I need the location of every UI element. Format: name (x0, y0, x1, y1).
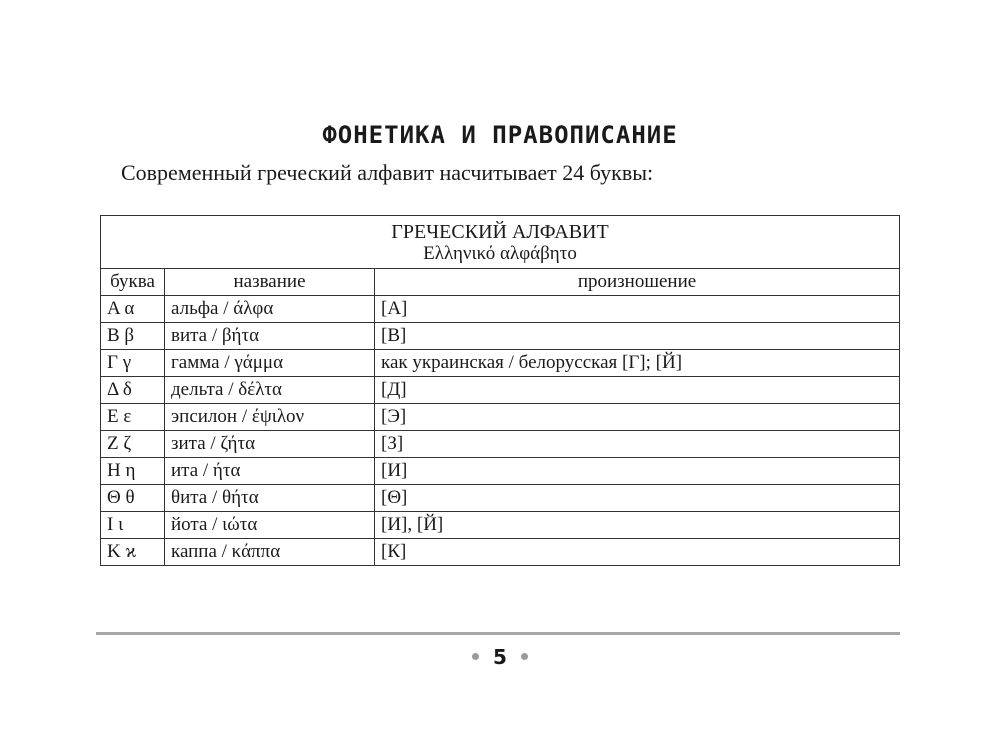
letter-cell: Β β (101, 323, 165, 350)
header-name: название (165, 269, 375, 296)
intro-text: Современный греческий алфавит насчитывает 24 буквы: (121, 160, 654, 185)
table-header-row (101, 269, 900, 296)
table-row (101, 512, 900, 539)
name-cell: дельта / δέλτα (165, 377, 375, 404)
table-title: ГРЕЧЕСКИЙ АЛФАВИТ (391, 221, 609, 243)
table-row (101, 377, 900, 404)
table-row (101, 323, 900, 350)
name-cell: альфа / άλφα (165, 296, 375, 323)
name-cell: вита / βήτα (165, 323, 375, 350)
letter-cell: Γ γ (101, 350, 165, 377)
section-title: ФОНЕТИКА И ПРАВОПИСАНИЕ (322, 121, 678, 149)
table-subtitle: Ελληνικό αλφάβητο (423, 243, 577, 264)
name-cell: йота / ιώτα (165, 512, 375, 539)
letter-cell: Ε ε (101, 404, 165, 431)
pronunciation-cell: [И], [Й] (375, 512, 900, 539)
pronunciation-cell: [Д] (375, 377, 900, 404)
bullet-dot-icon (472, 653, 479, 660)
letter-cell: Ι ι (101, 512, 165, 539)
letter-cell: Ζ ζ (101, 431, 165, 458)
pronunciation-cell: [К] (375, 539, 900, 566)
page-footer (0, 645, 1000, 669)
header-pronunciation: произношение (375, 269, 900, 296)
letter-cell: Η η (101, 458, 165, 485)
table-row (101, 539, 900, 566)
table-row (101, 404, 900, 431)
letter-cell: Θ θ (101, 485, 165, 512)
table-row (101, 296, 900, 323)
bullet-dot-icon (521, 653, 528, 660)
table-row (101, 485, 900, 512)
footer-divider (96, 632, 900, 635)
table-row (101, 431, 900, 458)
name-cell: ита / ήτα (165, 458, 375, 485)
pronunciation-cell: [В] (375, 323, 900, 350)
name-cell: каппа / κάππα (165, 539, 375, 566)
name-cell: θита / θήτα (165, 485, 375, 512)
table-title-row (101, 216, 900, 269)
name-cell: эпсилон / έψιλον (165, 404, 375, 431)
letter-cell: Δ δ (101, 377, 165, 404)
pronunciation-cell: [И] (375, 458, 900, 485)
table-row (101, 350, 900, 377)
pronunciation-cell: [Э] (375, 404, 900, 431)
greek-alphabet-table (100, 215, 900, 566)
name-cell: гамма / γάμμα (165, 350, 375, 377)
pronunciation-cell: [З] (375, 431, 900, 458)
table-row (101, 458, 900, 485)
letter-cell: Α α (101, 296, 165, 323)
table-title-cell (101, 216, 900, 269)
letter-cell: Κ ϰ (101, 539, 165, 566)
name-cell: зита / ζήτα (165, 431, 375, 458)
header-letter: буква (101, 269, 165, 296)
pronunciation-cell: как украинская / белорусская [Г]; [Й] (375, 350, 900, 377)
pronunciation-cell: [А] (375, 296, 900, 323)
pronunciation-cell: [Θ] (375, 485, 900, 512)
page-number: 5 (493, 645, 507, 669)
